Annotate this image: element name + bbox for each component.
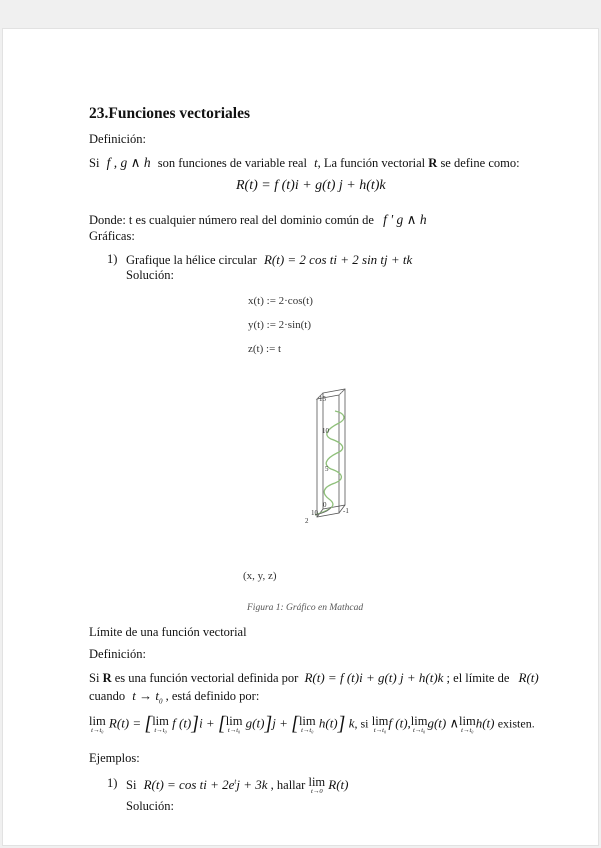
mathcad-z-def: z(t) := t — [248, 343, 282, 355]
cond-lim-f: lim t→t₀ — [371, 713, 389, 734]
si-word: Si — [126, 777, 137, 792]
lim-f: lim t→t₀ — [152, 713, 169, 734]
mathcad-x-def: x(t) := 2·cos(t) — [248, 295, 313, 307]
graficas-item-text: Grafique la hélice circular — [126, 253, 257, 267]
j-plus: j + — [272, 715, 288, 731]
i-plus: i + — [199, 715, 215, 731]
bold-R: R — [102, 671, 112, 685]
ejemplo-item-number: 1) — [107, 776, 118, 790]
ejemplo-eq: R(t) = cos ti + 2e — [143, 776, 235, 792]
helix-curve — [315, 411, 344, 515]
arrow-expr: t → t — [132, 688, 159, 703]
limite-sentence-1 — [89, 670, 539, 686]
graficas-solucion: Solución: — [126, 268, 174, 282]
tick-10b: 10 — [311, 509, 318, 517]
si-word: Si — [89, 671, 100, 685]
arrow-sub: 0 — [158, 697, 163, 706]
definition-text-end: , La función vectorial — [317, 156, 426, 170]
tick-2: 2 — [305, 517, 309, 525]
var-t: t — [314, 156, 318, 170]
definition-label: Definición: — [89, 132, 146, 146]
hallar-word: , hallar — [270, 777, 306, 792]
lim-g-expr: g(t) — [245, 715, 265, 731]
cond-lim-h: lim t→t₀ — [459, 713, 476, 734]
cuando-word: cuando — [89, 689, 126, 703]
definition-text-mid: son funciones de variable real — [157, 156, 307, 170]
cond-h: h(t) — [475, 715, 495, 731]
limite-sentence-2 — [89, 688, 259, 706]
limite-text1: es una función vectorial definida por — [114, 671, 299, 685]
ejemplo-eq-sup: t — [234, 777, 237, 786]
existen-word: existen. — [497, 716, 535, 731]
donde-sentence — [89, 212, 427, 228]
graficas-label: Gráficas: — [89, 229, 135, 243]
ejemplo-solucion: Solución: — [126, 799, 174, 813]
ejemplo-item — [126, 776, 349, 796]
cond-lim-g: lim t→t₀ — [410, 713, 428, 734]
definition-sentence — [89, 155, 520, 171]
graficas-item — [126, 252, 412, 268]
tick-neg1: -1 — [343, 507, 349, 515]
donde-text: Donde: t es cualquier número real del dominio común de — [89, 213, 374, 227]
lim-h: lim t→t₀ — [298, 713, 316, 734]
k-term: k — [348, 715, 355, 731]
bold-R: R — [428, 156, 438, 170]
figure-caption: Figura 1: Gráfico en Mathcad — [247, 603, 364, 613]
helix-3d-plot — [293, 387, 373, 529]
plot-xyz-label: (x, y, z) — [243, 570, 277, 582]
ejemplo-lim: lim t→0 — [308, 775, 326, 795]
cond-f: f (t), — [388, 715, 411, 731]
si2-word: , si — [354, 716, 369, 731]
document-page — [2, 28, 599, 846]
limit-formula: lim t→t₀ R(t) = [ lim t→t₀ f (t)]i + [ lim t→t₀ g(t)]j + [ lim t→t₀ h(t)] k, si lim t→t₀ f (t), lim t→t₀ g(t) ∧ lim t→t₀ h(t) existen. — [89, 713, 535, 735]
definition-text-tail: se define como: — [440, 156, 520, 170]
lim-R: lim t→t₀ — [89, 713, 106, 734]
tick-5: 5 — [325, 465, 329, 473]
vector-function-equation: R(t) = f (t)i + g(t) j + h(t)k — [236, 178, 386, 193]
limite-eq1: R(t) = f (t)i + g(t) j + h(t)k — [304, 670, 444, 685]
limite-heading: Límite de una función vectorial — [89, 625, 247, 639]
tick-15: 15 — [319, 395, 326, 403]
function-vars: f , g ∧ h — [106, 155, 151, 170]
lim-f-expr: f (t) — [172, 715, 192, 731]
tick-0: 0 — [323, 501, 327, 509]
lim-g: lim t→t₀ — [225, 713, 243, 734]
limite-text3: , está definido por: — [165, 689, 260, 703]
limite-text2: ; el límite de — [446, 671, 510, 685]
graficas-item-number: 1) — [107, 252, 118, 266]
si-word: Si — [89, 156, 100, 170]
limite-eq2: R(t) — [518, 670, 539, 685]
lim-h-expr: h(t) — [318, 715, 338, 731]
ejemplo-eq-rest: j + 3k — [236, 776, 268, 792]
donde-vars: f ' g ∧ h — [383, 212, 427, 227]
cond-g: g(t) ∧ — [427, 715, 460, 731]
section-title: 23.Funciones vectoriales — [89, 105, 251, 122]
plot-box-bottom-edges — [317, 505, 345, 517]
tick-10: 10 — [322, 427, 329, 435]
mathcad-y-def: y(t) := 2·sin(t) — [248, 319, 312, 331]
lim-R-expr: R(t) = — [108, 715, 142, 731]
helix-equation: R(t) = 2 cos ti + 2 sin tj + tk — [263, 252, 413, 267]
limite-definition-label: Definición: — [89, 647, 146, 661]
ejemplo-lim-arg: R(t) — [328, 776, 349, 792]
ejemplos-label: Ejemplos: — [89, 751, 140, 765]
